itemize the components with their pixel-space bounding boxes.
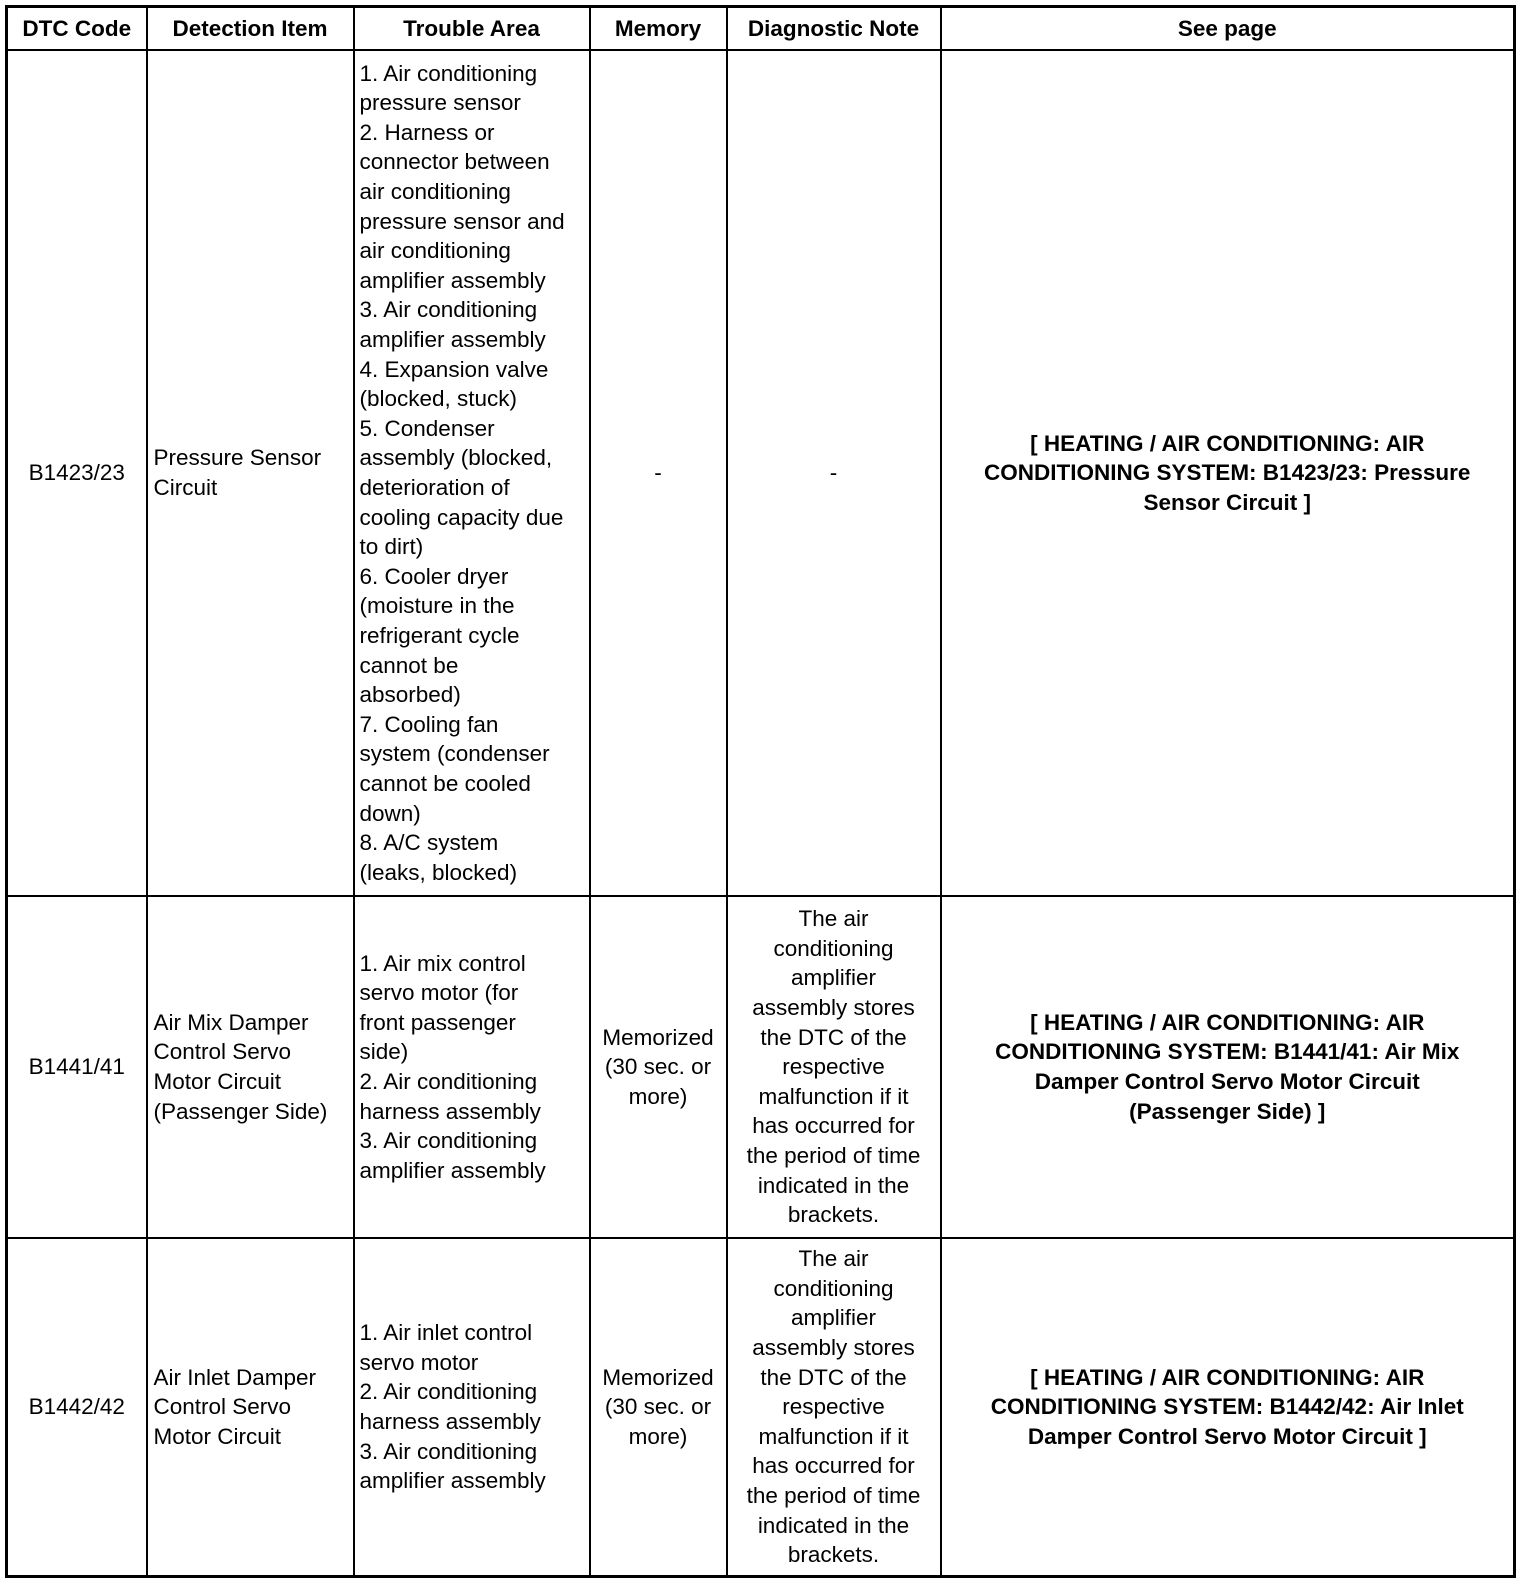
see-page-link[interactable] [941,50,1515,896]
cell-text-line: amplifier assembly [359,267,546,293]
cell-text-line: Memorized [602,1024,714,1050]
cell-text-line: Motor Circuit [153,1069,282,1094]
cell-text-line: Control Servo [153,1039,292,1065]
trouble-area-cell [354,896,590,1238]
cell-text-line: amplifier assembly [359,1468,546,1494]
cell-text-line: front passenger [359,1009,516,1035]
cell-text-line: 7. Cooling fan [359,711,499,737]
cell-text-line: conditioning [773,935,894,961]
cell-text-line: 2. Air conditioning [359,1069,538,1094]
header-see-page: See page [941,7,1515,51]
dtc-code-cell: B1442/42 [7,1238,147,1577]
cell-text-line: amplifier assembly [359,327,546,353]
cell-text-line: CONDITIONING SYSTEM: B1442/42: Air Inlet [990,1394,1464,1420]
cell-text-line: (30 sec. or [604,1394,712,1420]
cell-text-line: [ HEATING / AIR CONDITIONING: AIR [1030,1009,1425,1035]
cell-text-line: 1. Air mix control [359,950,526,976]
detection-item-cell [147,1238,354,1577]
cell-text-line: deterioration of [359,475,510,500]
cell-text-line: assembly stores [752,1335,915,1361]
cell-text-line: pressure sensor and [359,208,565,234]
cell-text-line: has occurred for [752,1113,915,1139]
cell-text-line: Damper Control Servo Motor Circuit [1034,1069,1420,1094]
cell-text-line: connector between [359,149,550,175]
memory-cell [590,1238,727,1577]
cell-text-line: assembly stores [752,995,915,1021]
cell-text-line: cannot be [359,652,459,678]
cell-text-line: 3. Air conditioning [359,1438,538,1464]
cell-text-line: (moisture in the [359,593,515,619]
cell-text-line: absorbed) [359,682,461,708]
cell-text-line: more) [628,1083,688,1109]
cell-text-line: cannot be cooled [359,770,531,796]
cell-text-line: (blocked, stuck) [359,386,518,412]
cell-text-line: (Passenger Side) ] [1129,1098,1326,1124]
cell-text-line: 2. Harness or [359,119,495,145]
cell-text-line: 3. Air conditioning [359,1128,538,1154]
cell-text-line: malfunction if it [758,1083,909,1109]
cell-text-line: CONDITIONING SYSTEM: B1423/23: Pressure [984,460,1471,486]
header-row [7,7,1515,51]
cell-text-line: refrigerant cycle [359,622,520,648]
table-row [7,1238,1515,1577]
cell-text-line: the DTC of the [760,1364,907,1390]
cell-text-line: amplifier [790,965,877,991]
cell-text-line: [ HEATING / AIR CONDITIONING: AIR [1030,1364,1425,1390]
cell-text-line: respective [782,1394,885,1420]
see-page-link[interactable] [941,1238,1515,1577]
cell-text-line: amplifier [790,1305,877,1331]
cell-text-line: the period of time [746,1142,921,1168]
table-row [7,50,1515,896]
cell-text-line: Circuit [153,475,218,500]
diagnostic-note-cell [727,896,941,1238]
cell-text-line: 1. Air conditioning [359,60,538,86]
cell-text-line: respective [782,1054,885,1080]
cell-text-line: air conditioning [359,238,511,264]
cell-text-line: Air Inlet Damper [153,1364,317,1390]
cell-text-line: 8. A/C system [359,830,499,856]
dtc-table [5,5,1516,1578]
cell-text-line: amplifier assembly [359,1157,546,1183]
cell-text-line: 2. Air conditioning [359,1379,538,1405]
memory-cell [590,896,727,1238]
memory-cell [590,50,727,896]
cell-text-line: indicated in the [757,1172,910,1198]
cell-text-line: Motor Circuit [153,1423,282,1449]
cell-text-line: malfunction if it [758,1423,909,1449]
cell-text-line: down) [359,800,421,826]
cell-text-line: - [829,460,838,486]
see-page-link[interactable] [941,896,1515,1238]
cell-text-line: system (condenser [359,741,550,767]
header-trouble-area: Trouble Area [354,7,590,51]
table-row [7,896,1515,1238]
cell-text-line: pressure sensor [359,90,521,116]
cell-text-line: the DTC of the [760,1024,907,1050]
cell-text-line: 4. Expansion valve [359,356,549,382]
cell-text-line: indicated in the [757,1512,910,1538]
cell-text-line: (Passenger Side) [153,1098,328,1124]
cell-text-line: 6. Cooler dryer [359,563,509,589]
cell-text-line: Air Mix Damper [153,1009,309,1035]
cell-text-line: harness assembly [359,1098,541,1124]
cell-text-line: 3. Air conditioning [359,297,538,323]
header-dtc-code: DTC Code [7,7,147,51]
trouble-area-cell [354,1238,590,1577]
cell-text-line: the period of time [746,1482,921,1508]
cell-text-line: air conditioning [359,179,511,205]
cell-text-line: assembly (blocked, [359,445,553,471]
cell-text-line: - [654,460,662,486]
cell-text-line: servo motor (for [359,980,519,1006]
cell-text-line: 5. Condenser [359,415,495,441]
cell-text-line: more) [628,1423,688,1449]
cell-text-line: conditioning [773,1275,894,1301]
cell-text-line: Memorized [602,1364,714,1390]
header-diagnostic-note: Diagnostic Note [727,7,941,51]
diagnostic-note-cell [727,1238,941,1577]
cell-text-line: has occurred for [752,1453,915,1479]
cell-text-line: brackets. [787,1202,880,1228]
cell-text-line: Pressure Sensor [153,445,322,471]
cell-text-line: CONDITIONING SYSTEM: B1441/41: Air Mix [995,1039,1460,1065]
detection-item-cell [147,50,354,896]
cell-text-line: Sensor Circuit ] [1143,489,1312,515]
diagnostic-note-cell [727,50,941,896]
cell-text-line: Control Servo [153,1394,292,1420]
cell-text-line: The air [798,906,869,932]
cell-text-line: servo motor [359,1349,479,1375]
cell-text-line: Damper Control Servo Motor Circuit ] [1027,1423,1427,1449]
detection-item-cell [147,896,354,1238]
trouble-area-cell [354,50,590,896]
dtc-code-cell: B1441/41 [7,896,147,1238]
cell-text-line: (leaks, blocked) [359,859,518,885]
cell-text-line: to dirt) [359,534,424,560]
cell-text-line: 1. Air inlet control [359,1320,533,1346]
cell-text-line: harness assembly [359,1409,541,1434]
cell-text-line: The air [798,1246,869,1272]
cell-text-line: (30 sec. or [604,1054,712,1080]
header-memory: Memory [590,7,727,51]
header-detection-item: Detection Item [147,7,354,51]
cell-text-line: side) [359,1039,409,1065]
dtc-code-cell: B1423/23 [7,50,147,896]
cell-text-line: [ HEATING / AIR CONDITIONING: AIR [1030,430,1425,456]
cell-text-line: brackets. [787,1542,880,1568]
cell-text-line: cooling capacity due [359,504,564,530]
